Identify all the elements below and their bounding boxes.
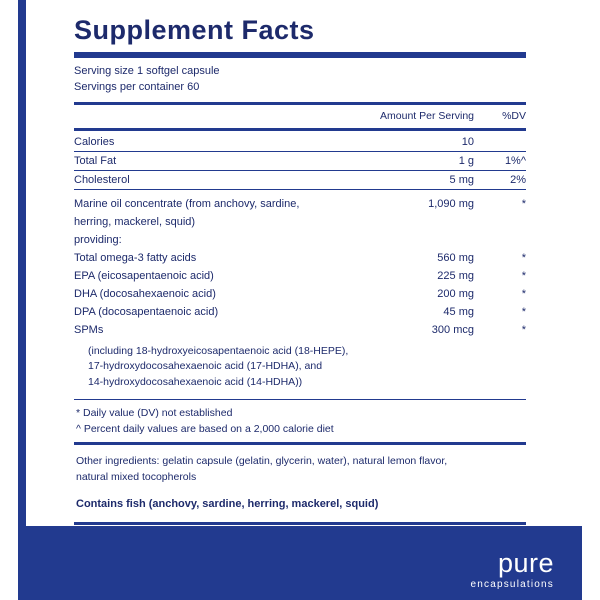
row-amount: 10 [406,133,474,152]
brand-logo [470,550,554,590]
table-row [74,321,526,339]
row-dv: 1%^ [474,151,526,170]
row-dv [474,133,526,152]
row-amount: 225 mg [437,269,474,282]
row-name: Marine oil concentrate (from anchovy, sardine, [74,197,300,210]
table-row [74,231,526,249]
row-name: DPA (docosapentaenoic acid) [74,305,219,318]
left-accent-bar [18,0,26,600]
row-name: EPA (eicosapentaenoic acid) [74,269,214,282]
row-amount: 200 mg [437,287,474,300]
row-name: Calories [74,133,406,152]
table-row [74,213,526,231]
page-title: Supplement Facts [74,15,315,45]
spm-note-line: 14-hydroxydocosahexaenoic acid (14-HDHA)) [88,376,303,389]
table-row [74,170,526,189]
spm-note-line: 17-hydroxydocosahexaenoic acid (17-HDHA), and [88,360,323,373]
facts-panel [74,8,526,579]
table-row [74,249,526,267]
row-name: Cholesterol [74,170,406,189]
table-row [74,267,526,285]
table-row [74,189,526,213]
servings-per-container-line: Servings per container 60 [74,80,200,93]
row-dv [474,213,526,231]
row-dv: * [521,269,526,282]
row-name: SPMs [74,323,104,336]
row-dv: 2% [474,170,526,189]
column-header-amount: Amount Per Serving [380,109,474,122]
footnotes [74,400,526,440]
row-dv: * [521,251,526,264]
row-amount: 560 mg [437,251,474,264]
other-ingredients-line: natural mixed tocopherols [76,471,197,484]
footnote-line: ^ Percent daily values are based on a 2,000 calorie diet [76,423,334,436]
divider-med-header [74,102,526,105]
brand-name: pure [497,548,554,578]
divider-med-bottom [74,442,526,445]
allergen-statement: Contains fish (anchovy, sardine, herring, mackerel, squid) [76,497,379,510]
table-row [74,303,526,321]
serving-size-line: Serving size 1 softgel capsule [74,64,220,77]
row-name: herring, mackerel, squid) [74,215,196,228]
row-dv [474,231,526,249]
divider-thick-top [74,52,526,58]
footer-bar [18,526,582,600]
row-dv: * [521,323,526,336]
footnote-line: * Daily value (DV) not established [76,406,233,419]
row-dv: * [521,287,526,300]
spm-note [74,339,526,391]
row-amount: 1 g [406,151,474,170]
row-amount: 45 mg [443,305,474,318]
row-name: DHA (docosahexaenoic acid) [74,287,216,300]
table-row [74,133,526,152]
row-name: providing: [74,233,122,246]
other-ingredients-line: Other ingredients: gelatin capsule (gelatin, glycerin, water), natural lemon flavor, [76,455,448,468]
divider-med-below-header [74,128,526,131]
row-name: Total Fat [74,151,406,170]
table-row [74,151,526,170]
nutrition-rows-table [74,133,526,339]
spm-note-line: (including 18-hydroxyeicosapentaenoic acid (18-HEPE), [88,344,349,357]
row-amount [406,213,474,231]
column-header-dv: %DV [502,109,526,122]
table-row [74,285,526,303]
nutrition-table [74,107,526,125]
row-amount: 5 mg [406,170,474,189]
brand-subtitle: encapsulations [470,579,554,590]
row-name: Total omega-3 fatty acids [74,251,197,264]
other-ingredients [74,454,526,486]
nutrition-table-wrapper [74,107,526,391]
row-dv: * [521,305,526,318]
row-dv: * [521,197,526,210]
row-amount [406,231,474,249]
row-amount: 1,090 mg [428,197,474,210]
row-amount: 300 mcg [431,323,474,336]
table-header-row [74,107,526,125]
